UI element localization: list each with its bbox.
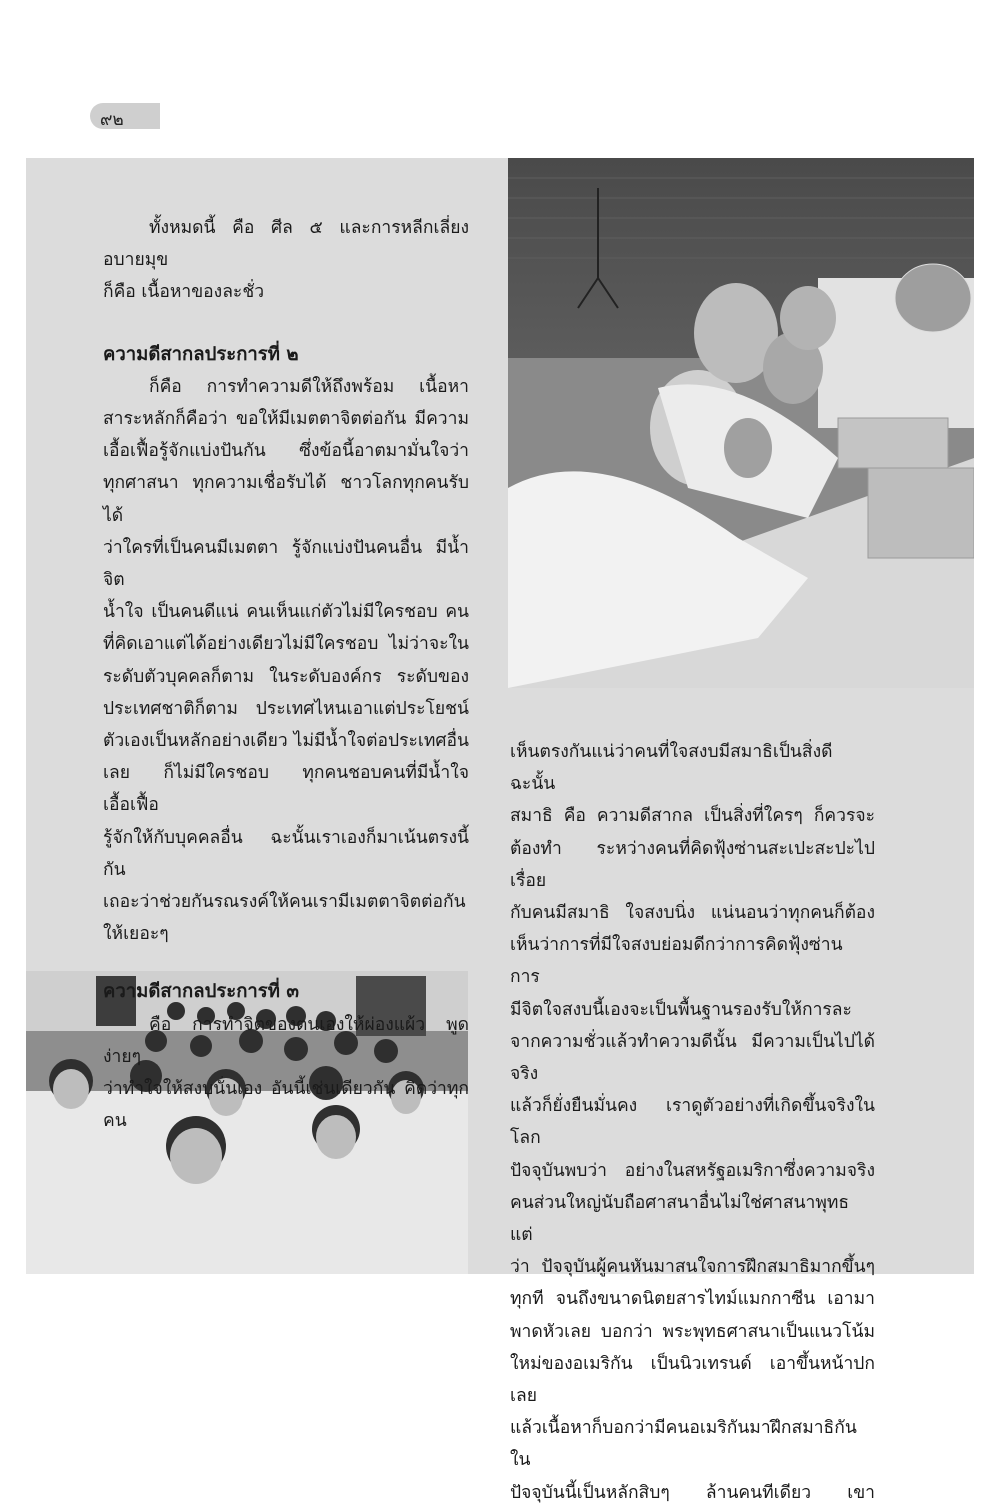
text-line: เห็นตรงกันแน่ว่าคนที่ใจสงบมีสมาธิเป็นสิ่งดี ฉะนั้น [510,742,833,795]
text-line: เถอะว่าช่วยกันรณรงค์ให้คนเรามีเมตตาจิตต่อกัน [103,892,466,913]
text-line: สมาธิ คือ ความดีสากล เป็นสิ่งที่ใครๆ ก็ควรจะ [510,806,875,827]
text-line: ก็คือ เนื้อหาของละชั่ว [103,282,265,303]
text-line: มีจิตใจสงบนี้เองจะเป็นพื้นฐานรองรับให้การละ [510,999,852,1020]
text-line: ปัจจุบันนี้เป็นหลักสิบๆ ล้านคนทีเดียว เขา [510,1482,875,1503]
text-line: กับคนมีสมาธิ ใจสงบนิ่ง แน่นอนว่าทุกคนก็ต้อง [510,903,875,924]
text-line: เห็นว่าการที่มีใจสงบย่อมดีกว่าการคิดฟุ้งซ่าน การ [510,935,843,988]
text-line: ทั้งหมดนี้ คือ ศีล ๕ และการหลีกเลี่ยงอบายมุข [103,218,469,271]
text-line: น้ำใจ เป็นคนดีแน่ คนเห็นแก่ตัวไม่มีใครชอบ คน [103,602,469,623]
section-heading: ความดีสากลประการที่ ๒ [103,343,299,365]
text-line: รู้จักให้กับบุคคลอื่น ฉะนั้นเราเองก็มาเน้นตรงนี้กัน [103,827,469,880]
text-line: ทุกที จนถึงขนาดนิตยสารไทม์แมกกาซีน เอามา [510,1289,875,1310]
text-line: แล้วก็ยั่งยืนมั่นคง เราดูตัวอย่างที่เกิดขึ้นจริงในโลก [510,1096,875,1149]
text-line: ทุกศาสนา ทุกความเชื่อรับได้ ชาวโลกทุกคนรับได้ [103,473,469,526]
text-line: ให้เยอะๆ [103,924,169,945]
text-line: คนส่วนใหญ่นับถือศาสนาอื่นไม่ใช่ศาสนาพุทธ แต่ [510,1192,850,1246]
text-line: ระดับตัวบุคคลก็ตาม ในระดับองค์กร ระดับของ [103,666,469,687]
text-line: ก็คือ การทำความดีให้ถึงพร้อม เนื้อหา [149,376,469,397]
text-line: คือ การทำจิตของตนเองให้ผ่องแผ้ว พูดง่ายๆ [103,1014,469,1067]
text-line: ว่าใครที่เป็นคนมีเมตตา รู้จักแบ่งปันคนอื่น มีน้ำจิต [103,537,469,591]
text-line: ว่าทำใจให้สงบนั่นเอง อันนี้เช่นเดียวกัน คิดว่าทุกคน [103,1079,469,1132]
text-line: สาระหลักก็คือว่า ขอให้มีเมตตาจิตต่อกัน มีความ [103,409,469,430]
page-number-tab [90,103,160,129]
text-line: เลย ก็ไม่มีใครชอบ ทุกคนชอบคนที่มีน้ำใจเอื้อเฟื้อ [103,763,469,816]
text-line: แล้วเนื้อหาก็บอกว่ามีคนอเมริกันมาฝึกสมาธิกันใน [510,1418,857,1471]
right-text-column [510,736,875,1509]
page-number: ๙๒ [100,110,124,130]
left-text-column [103,212,469,1137]
text-line: ใหม่ของอเมริกัน เป็นนิวเทรนด์ เอาขึ้นหน้าปกเลย [510,1353,875,1407]
text-line: ปัจจุบันพบว่า อย่างในสหรัฐอเมริกาซึ่งความจริง [510,1160,875,1181]
text-line: พาดหัวเลย บอกว่า พระพุทธศาสนาเป็นแนวโน้ม [510,1321,875,1342]
offering-ceremony-illustration [508,158,974,688]
section-heading: ความดีสากลประการที่ ๓ [103,981,300,1003]
text-line: ต้องทำ ระหว่างคนที่คิดฟุ้งซ่านสะเปะสะปะไปเรื่อย [510,838,875,891]
text-line: จากความชั่วแล้วทำความดีนั้น มีความเป็นไปได้จริง [510,1031,875,1085]
text-line: ที่คิดเอาแต่ได้อย่างเดียวไม่มีใครชอบ ไม่ว่าจะใน [103,634,469,655]
text-line: ว่า ปัจจุบันผู้คนหันมาสนใจการฝึกสมาธิมากขึ้นๆ [510,1257,875,1278]
text-line: เอื้อเฟื้อรู้จักแบ่งปันกัน ซึ่งข้อนี้อาตมามั่นใจว่า [103,441,469,462]
text-line: ตัวเองเป็นหลักอย่างเดียว ไม่มีน้ำใจต่อประเทศอื่น [103,731,469,752]
offering-ceremony-photo [508,158,974,688]
text-line: ประเทศชาติก็ตาม ประเทศไหนเอาแต่ประโยชน์ [103,698,469,719]
